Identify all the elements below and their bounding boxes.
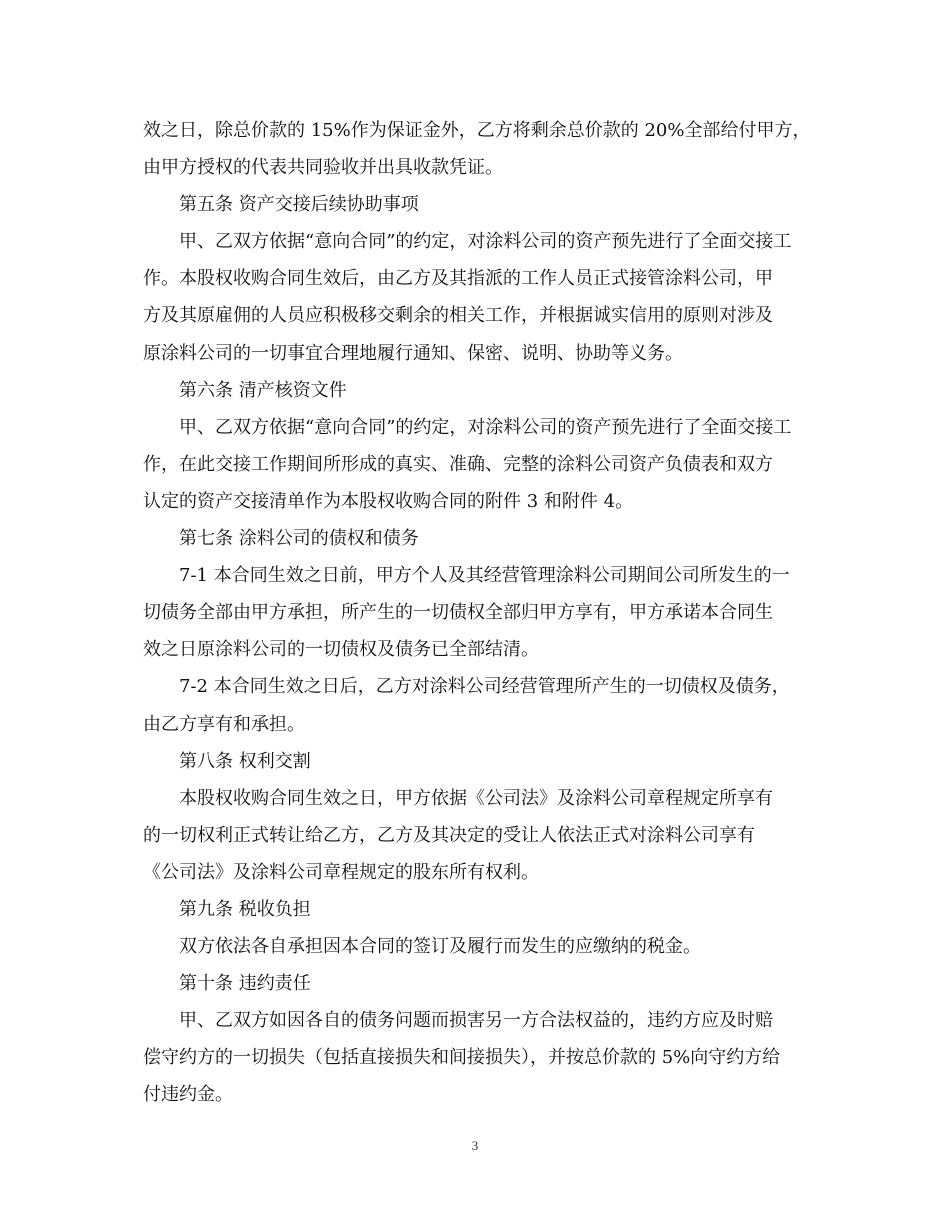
text-line: 付违约金。 [143,1084,233,1106]
text-line: 第十条 违约责任 [179,973,311,995]
text-line: 偿守约方的一切损失（包括直接损失和间接损失），并按总价款的 5%向守约方给 [143,1047,781,1069]
text-line: 甲、乙双方依据“意向合同”的约定，对涂料公司的资产预先进行了全面交接工 [179,416,792,438]
text-line: 由甲方授权的代表共同验收并出具收款凭证。 [143,157,503,179]
text-line: 第五条 资产交接后续协助事项 [179,194,419,216]
text-line: 双方依法各自承担因本合同的签订及履行而发生的应缴纳的税金。 [179,936,701,958]
text-line: 第八条 权利交割 [179,750,311,772]
text-line: 本股权收购合同生效之日，甲方依据《公司法》及涂料公司章程规定所享有 [179,787,773,809]
text-line: 甲、乙双方依据“意向合同”的约定，对涂料公司的资产预先进行了全面交接工 [179,231,792,253]
text-line: 原涂料公司的一切事宜合理地履行通知、保密、说明、协助等义务。 [143,342,683,364]
text-line: 认定的资产交接清单作为本股权收购合同的附件 3 和附件 4。 [143,490,634,512]
text-line: 《公司法》及涂料公司章程规定的股东所有权利。 [143,861,539,883]
text-line: 作，在此交接工作期间所形成的真实、准确、完整的涂料公司资产负债表和双方 [143,453,773,475]
text-line: 第六条 清产核资文件 [179,379,347,401]
text-line: 由乙方享有和承担。 [143,713,305,735]
text-line: 切债务全部由甲方承担，所产生的一切债权全部归甲方享有，甲方承诺本合同生 [143,602,773,624]
text-line: 7-2 本合同生效之日后，乙方对涂料公司经营管理所产生的一切债权及债务， [179,676,790,698]
text-line: 第九条 税收负担 [179,898,311,920]
contract-body [143,116,813,1118]
text-line: 甲、乙双方如因各自的债务问题而损害另一方合法权益的，违约方应及时赔 [179,1010,773,1032]
page-number: 3 [471,1138,479,1153]
text-line: 方及其原雇佣的人员应积极移交剩余的相关工作，并根据诚实信用的原则对涉及 [143,305,773,327]
text-line: 效之日，除总价款的 15%作为保证金外，乙方将剩余总价款的 20%全部给付甲方， [143,120,811,141]
text-line: 7-1 本合同生效之日前，甲方个人及其经营管理涂料公司期间公司所发生的一 [179,565,790,587]
text-line: 作。本股权收购合同生效后，由乙方及其指派的工作人员正式接管涂料公司，甲 [143,268,773,290]
text-line: 的一切权利正式转让给乙方，乙方及其决定的受让人依法正式对涂料公司享有 [143,824,755,846]
text-line: 第七条 涂料公司的债权和债务 [179,528,419,550]
text-line: 效之日原涂料公司的一切债权及债务已全部结清。 [143,639,539,661]
